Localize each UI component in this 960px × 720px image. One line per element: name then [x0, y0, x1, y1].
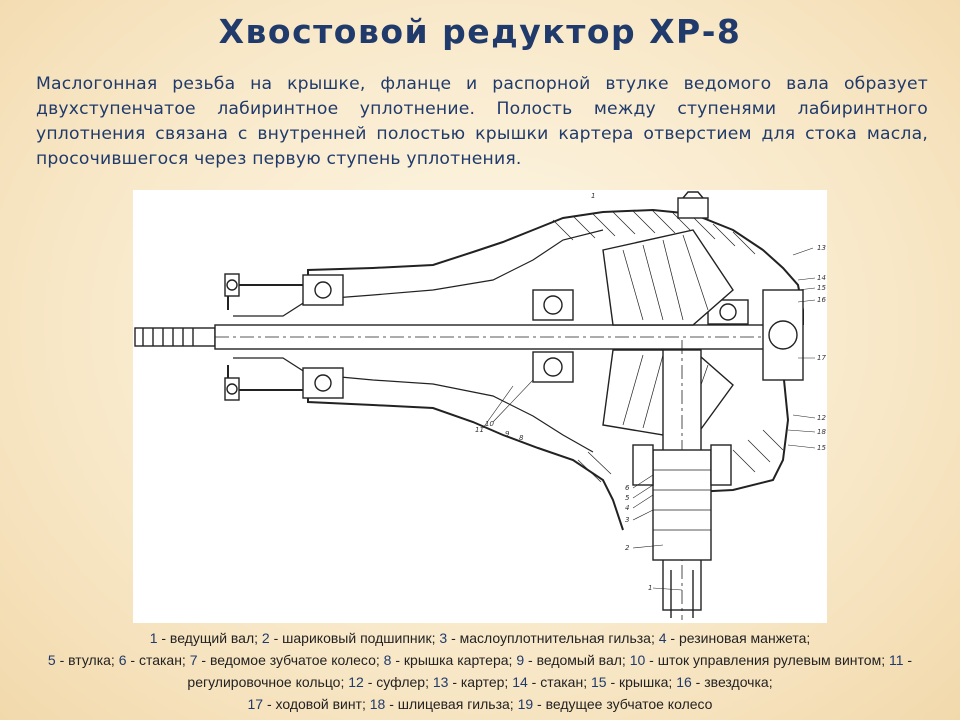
legend-num: 15: [590, 674, 607, 690]
svg-text:12: 12: [817, 414, 826, 422]
legend-text: - ведомое зубчатое колесо;: [197, 652, 384, 668]
input-shaft: [135, 325, 775, 349]
legend-text: - шариковый подшипник;: [269, 630, 440, 646]
description-paragraph: Маслогонная резьба на крышке, фланце и распорной втулке ведомого вала образует двухступенчатое лабиринтное уплотнение. Полость между ступенями лабиринтного уплотнения связана с внутренней полостью крышки картера отверстием для стока масла, просочившегося через первую ступень уплотнения.: [36, 74, 928, 169]
right-cover: [763, 290, 803, 380]
legend-text: - стакан;: [126, 652, 190, 668]
legend-num: 16: [676, 674, 692, 690]
parts-legend: [20, 627, 940, 715]
legend-num: 7: [189, 652, 198, 668]
svg-text:13: 13: [817, 244, 826, 252]
legend-num: 17: [247, 696, 264, 712]
legend-text: - суфлер;: [363, 674, 433, 690]
svg-text:15: 15: [817, 284, 826, 292]
legend-num: 19: [517, 696, 534, 712]
breather: [678, 192, 708, 218]
slide-title: Хвостовой редуктор ХР-8: [218, 12, 742, 51]
svg-text:9: 9: [505, 430, 510, 438]
svg-text:17: 17: [817, 354, 826, 362]
svg-text:2: 2: [625, 544, 630, 552]
svg-text:5: 5: [625, 494, 630, 502]
legend-text: - регулировочное кольцо;: [187, 652, 913, 690]
legend-line-1: [150, 630, 811, 646]
legend-num: 4: [658, 630, 667, 646]
legend-line-2: [48, 652, 912, 690]
legend-num: 1: [149, 630, 158, 646]
legend-text: - крышка;: [606, 674, 677, 690]
legend-text: - картер;: [448, 674, 513, 690]
svg-text:15: 15: [817, 444, 826, 452]
svg-text:6: 6: [625, 484, 630, 492]
legend-text: - ведущее зубчатое колесо: [533, 696, 713, 712]
legend-num: 10: [629, 652, 646, 668]
legend-num: 8: [383, 652, 392, 668]
legend-num: 3: [439, 630, 448, 646]
legend-text: - шток управления рулевым винтом;: [645, 652, 889, 668]
legend-num: 9: [516, 652, 525, 668]
legend-text: - шлицевая гильза;: [385, 696, 518, 712]
legend-text: - звездочка;: [691, 674, 773, 690]
legend-text: - втулка;: [55, 652, 119, 668]
legend-num: 5: [47, 652, 56, 668]
svg-text:14: 14: [817, 274, 826, 282]
legend-num: 6: [118, 652, 127, 668]
legend-line-4: [248, 696, 713, 712]
svg-text:16: 16: [817, 296, 826, 304]
legend-text: - ведомый вал;: [524, 652, 630, 668]
legend-num: 13: [432, 674, 449, 690]
svg-text:3: 3: [625, 516, 630, 524]
legend-num: 12: [348, 674, 364, 690]
svg-text:4: 4: [625, 504, 630, 512]
legend-text: - резиновая манжета;: [666, 630, 811, 646]
legend-num: 18: [369, 696, 386, 712]
svg-text:1: 1: [591, 192, 596, 200]
legend-text: - ходовой винт;: [263, 696, 370, 712]
gearbox-cross-section-drawing: [133, 190, 827, 623]
svg-text:10: 10: [485, 420, 494, 428]
legend-text: - маслоуплотнительная гильза;: [447, 630, 659, 646]
legend-num: 14: [512, 674, 528, 690]
legend-num: 11: [888, 652, 904, 668]
legend-text: - стакан;: [527, 674, 591, 690]
svg-text:1: 1: [648, 584, 653, 592]
legend-text: - ведущий вал;: [157, 630, 262, 646]
svg-text:18: 18: [817, 428, 826, 436]
svg-text:11: 11: [475, 426, 484, 434]
legend-num: 2: [261, 630, 270, 646]
svg-text:8: 8: [519, 434, 524, 442]
legend-text: - крышка картера;: [391, 652, 517, 668]
